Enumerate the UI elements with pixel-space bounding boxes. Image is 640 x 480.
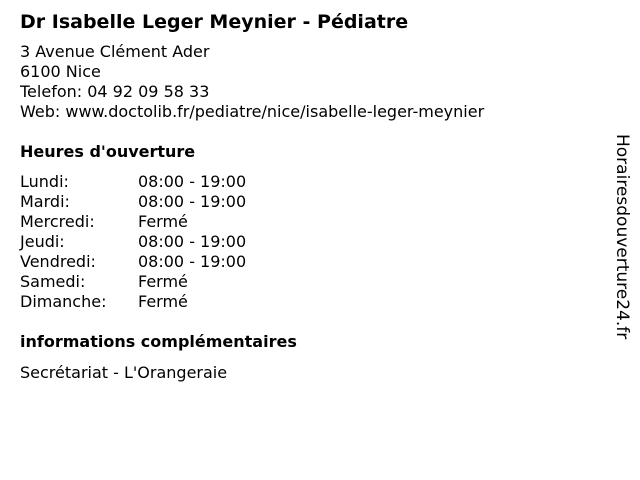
hours-row-saturday	[20, 272, 610, 292]
hours-value: 08:00 - 19:00	[138, 172, 247, 191]
page-title: Dr Isabelle Leger Meynier - Pédiatre	[20, 11, 409, 33]
day-label: Lundi:	[20, 172, 69, 191]
phone-number: Telefon: 04 92 09 58 33	[20, 82, 210, 101]
contact-block	[20, 42, 610, 122]
day-label: Samedi:	[20, 272, 86, 291]
day-label: Vendredi:	[20, 252, 96, 271]
additional-info-heading: informations complémentaires	[20, 332, 297, 351]
listing-card	[20, 10, 610, 383]
city: 6100 Nice	[20, 62, 101, 81]
hours-value: Fermé	[138, 272, 188, 291]
site-watermark: Horairesdouverture24.fr	[612, 134, 632, 340]
hours-value: Fermé	[138, 212, 188, 231]
hours-row-tuesday	[20, 192, 610, 212]
opening-hours-heading: Heures d'ouverture	[20, 142, 196, 161]
hours-row-wednesday	[20, 212, 610, 232]
hours-value: 08:00 - 19:00	[138, 232, 247, 251]
hours-row-thursday	[20, 232, 610, 252]
day-label: Jeudi:	[20, 232, 65, 251]
street-address: 3 Avenue Clément Ader	[20, 42, 210, 61]
hours-row-monday	[20, 172, 610, 192]
hours-value: 08:00 - 19:00	[138, 192, 247, 211]
hours-row-sunday	[20, 292, 610, 312]
hours-value: Fermé	[138, 292, 188, 311]
opening-hours-table	[20, 172, 610, 312]
day-label: Mercredi:	[20, 212, 95, 231]
hours-row-friday	[20, 252, 610, 272]
day-label: Mardi:	[20, 192, 70, 211]
day-label: Dimanche:	[20, 292, 107, 311]
hours-value: 08:00 - 19:00	[138, 252, 247, 271]
website-link: Web: www.doctolib.fr/pediatre/nice/isabelle-leger-meynier	[20, 102, 485, 121]
additional-info-text: Secrétariat - L'Orangeraie	[20, 363, 228, 382]
